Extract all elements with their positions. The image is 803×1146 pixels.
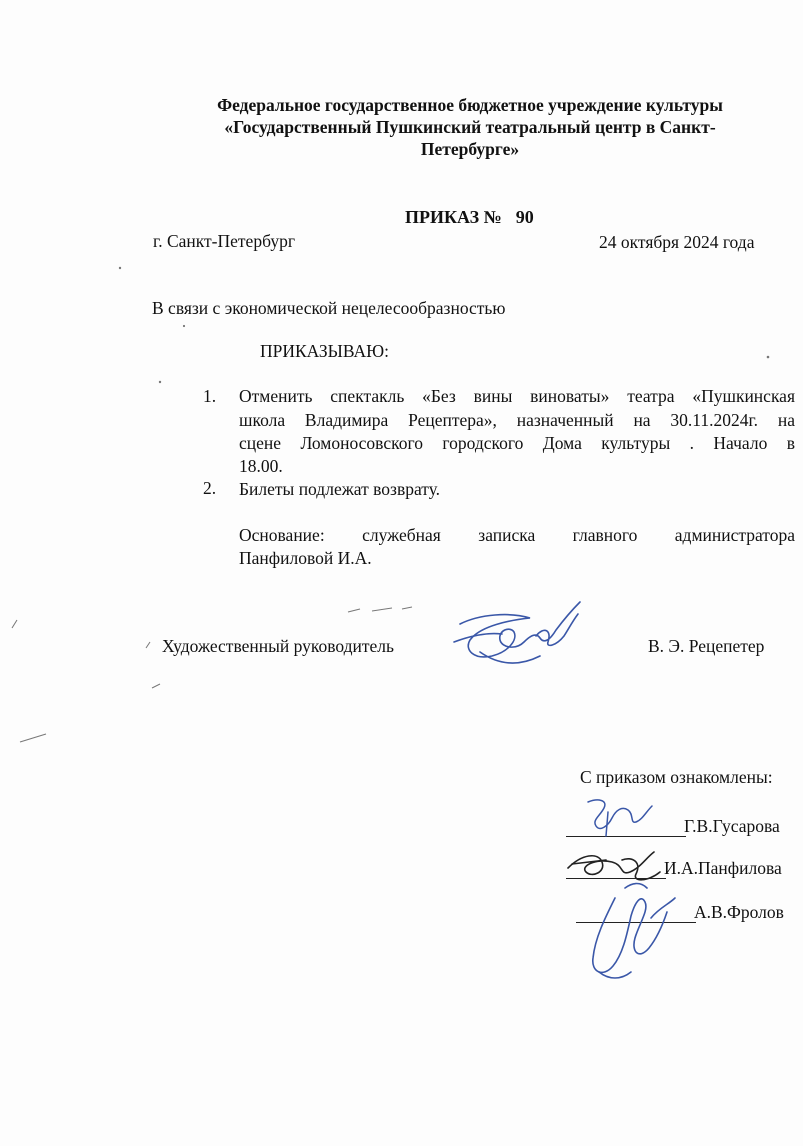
ack-name-2: И.А.Панфилова xyxy=(664,858,782,878)
order-number: 90 xyxy=(515,207,534,227)
organization-line-1: Федеральное государственное бюджетное учреждение культуры xyxy=(217,95,723,115)
order-title-label: ПРИКАЗ № xyxy=(405,207,502,227)
signatory-title: Художественный руководитель xyxy=(162,636,395,656)
organization-line-3: Петербурге» xyxy=(420,139,520,159)
item-1-line-3: сцене Ломоносовского городского Дома культуры . Начало в xyxy=(239,433,795,453)
item-2-number: 2. xyxy=(203,478,217,498)
item-2-line-1: Билеты подлежат возврату. xyxy=(239,479,441,499)
ack-name-3: А.В.Фролов xyxy=(694,902,784,922)
basis-line-1: Основание: служебная записка главного администратора xyxy=(239,525,795,545)
organization-line-2: «Государственный Пушкинский театральный центр в Санкт- xyxy=(224,117,716,137)
item-1-line-4: 18.00. xyxy=(239,456,283,476)
ack-name-1: Г.В.Гусарова xyxy=(684,816,780,836)
directive-heading: ПРИКАЗЫВАЮ: xyxy=(260,341,389,361)
item-1-line-1: Отменить спектакль «Без вины виноваты» театра «Пушкинская xyxy=(239,386,795,406)
item-1-line-2: школа Владимира Рецептера», назначенный на 30.11.2024г. на xyxy=(239,410,795,430)
item-1-number: 1. xyxy=(203,386,217,406)
basis-line-2: Панфиловой И.А. xyxy=(239,548,372,568)
order-reason: В связи с экономической нецелесообразностью xyxy=(152,298,506,318)
acknowledgement-heading: С приказом ознакомлены: xyxy=(580,767,773,787)
order-city: г. Санкт-Петербург xyxy=(153,231,295,251)
signatory-name: В. Э. Рецепетер xyxy=(648,636,765,656)
order-date: 24 октября 2024 года xyxy=(599,232,755,252)
